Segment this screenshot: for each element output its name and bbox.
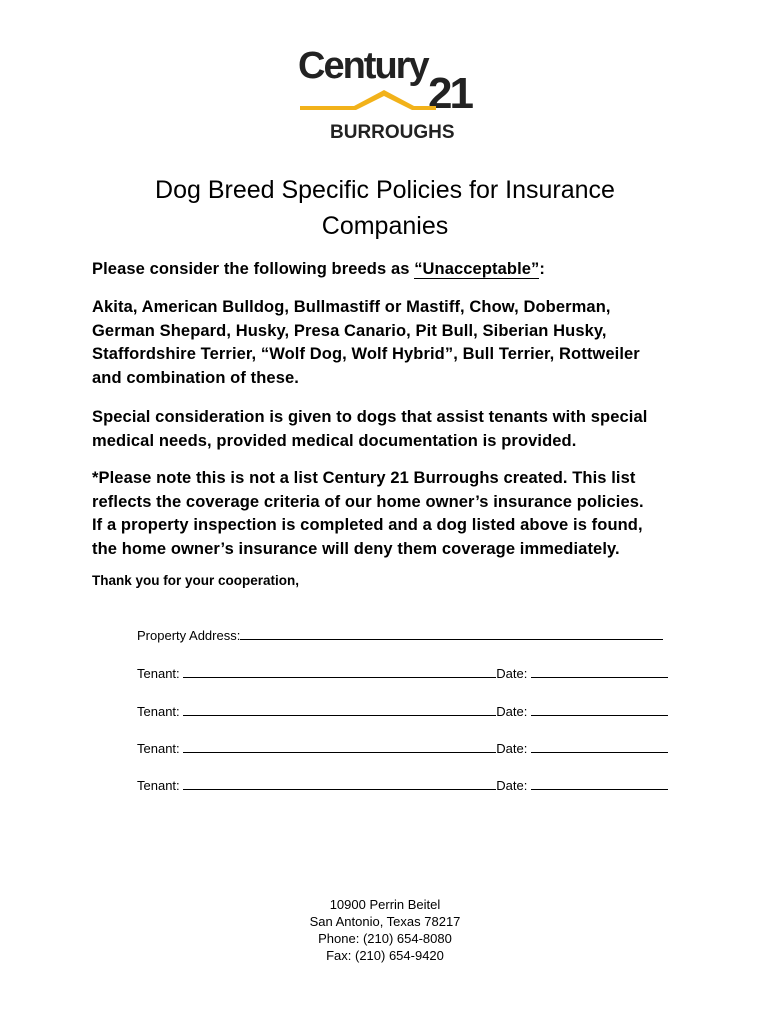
office-contact-footer <box>235 896 535 964</box>
tenant-field[interactable] <box>183 778 496 790</box>
breed-line: German Shepard, Husky, Presa Canario, Pit Bull, Siberian Husky, <box>92 321 607 340</box>
tenant-row <box>137 704 668 719</box>
logo-roof-shape <box>300 90 436 110</box>
intro-paragraph <box>92 258 692 282</box>
logo-brand-number: 21 <box>428 69 471 118</box>
tenant-label: Tenant: <box>137 666 180 681</box>
date-label: Date: <box>496 778 528 793</box>
date-field[interactable] <box>531 741 668 753</box>
property-address-label: Property Address: <box>137 628 241 643</box>
unacceptable-term: “Unacceptable” <box>414 260 540 278</box>
city-state-zip: San Antonio, Texas 78217 <box>309 914 461 929</box>
tenant-field[interactable] <box>183 741 496 753</box>
century21-burroughs-logo <box>296 42 486 144</box>
disclaimer-line: reflects the coverage criteria of our home owner’s insurance policies. <box>92 492 644 511</box>
tenant-row <box>137 741 668 756</box>
property-address-row <box>137 628 663 643</box>
intro-prefix: Please consider the following breeds as <box>92 260 415 278</box>
fax-number: Fax: (210) 654-9420 <box>326 948 444 963</box>
date-label: Date: <box>496 741 528 756</box>
breed-list-paragraph <box>92 296 692 390</box>
breed-line: and combination of these. <box>92 368 299 387</box>
document-title <box>90 172 680 244</box>
thank-you-line: Thank you for your cooperation, <box>92 573 300 588</box>
special-consideration-paragraph <box>92 406 692 453</box>
breed-line: Akita, American Bulldog, Bullmastiff or Mastiff, Chow, Doberman, <box>92 298 611 316</box>
disclaimer-line: *Please note this is not a list Century 21 Burroughs created. This list <box>92 469 636 487</box>
special-line: Special consideration is given to dogs that assist tenants with special <box>92 408 648 426</box>
disclaimer-line: If a property inspection is completed and a dog listed above is found, <box>92 516 643 534</box>
title-line: Companies <box>321 212 449 240</box>
property-address-field[interactable] <box>240 628 663 640</box>
logo-brand-word: Century <box>298 45 428 87</box>
tenant-label: Tenant: <box>137 741 180 756</box>
disclaimer-line: the home owner’s insurance will deny them coverage immediately. <box>92 539 620 558</box>
date-label: Date: <box>496 666 528 681</box>
special-line: medical needs, provided medical documentation is provided. <box>92 431 577 450</box>
title-line: Dog Breed Specific Policies for Insurance <box>155 176 615 204</box>
tenant-field[interactable] <box>183 704 496 716</box>
disclaimer-paragraph <box>92 467 692 561</box>
tenant-row <box>137 666 668 681</box>
intro-suffix: : <box>539 260 545 278</box>
street-address: 10900 Perrin Beitel <box>329 897 441 912</box>
logo-office-name: BURROUGHS <box>330 122 455 143</box>
phone-number: Phone: (210) 654-8080 <box>318 931 452 946</box>
tenant-label: Tenant: <box>137 704 180 719</box>
tenant-row <box>137 778 668 793</box>
breed-line: Staffordshire Terrier, “Wolf Dog, Wolf Hybrid”, Bull Terrier, Rottweiler <box>92 345 640 363</box>
date-field[interactable] <box>531 704 668 716</box>
date-field[interactable] <box>531 666 668 678</box>
tenant-field[interactable] <box>183 666 496 678</box>
tenant-label: Tenant: <box>137 778 180 793</box>
date-label: Date: <box>496 704 528 719</box>
date-field[interactable] <box>531 778 668 790</box>
